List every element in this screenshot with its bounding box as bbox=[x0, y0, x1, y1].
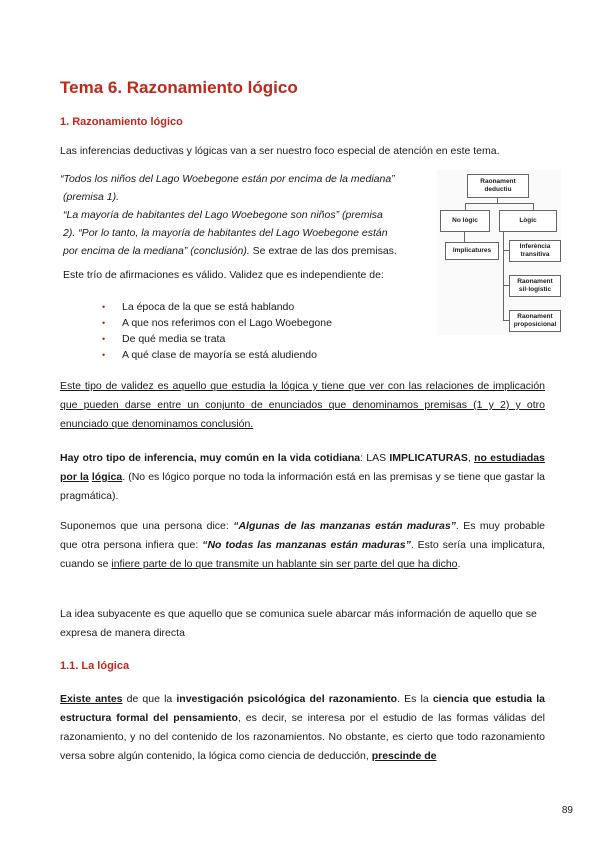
diagram-node-propositional: Raonament proposicional bbox=[509, 310, 561, 332]
section-heading: 1. Razonamiento lógico bbox=[60, 116, 183, 128]
idea-paragraph: La idea subyacente es que aquello que se comunica suele abarcar más información de aquello que se expresa de manera directa bbox=[60, 608, 537, 639]
bullet-icon: • bbox=[102, 334, 106, 344]
validity-lead: Este trío de afirmaciones es válido. Validez que es independiente de: bbox=[63, 269, 384, 281]
list-item: • De qué media se trata bbox=[102, 333, 226, 345]
quote-conclusion-note: Se extrae de las dos premisas. bbox=[249, 245, 397, 257]
list-item: • La época de la que se está hablando bbox=[102, 301, 295, 313]
quote-premise-1: “Todos los niños del Lago Woebegone están por encima de la mediana” bbox=[60, 173, 395, 185]
diagram-node-transitive: Inferència transitiva bbox=[509, 240, 561, 262]
validity-definition: Este tipo de validez es aquello que estudia la lógica y tiene que ver con las relaciones de implicación que pueden darse entre un conjunto de enunciados que denominamos premisas (1 y 2) y otro enunciado que denominamos conclusión. bbox=[60, 380, 545, 430]
intro-paragraph: Las inferencias deductivas y lógicas van a ser nuestro foco especial de atención en este tema. bbox=[60, 145, 500, 157]
bullet-icon: • bbox=[102, 318, 106, 328]
quote-conclusion-b: por encima de la mediana” (conclusión). bbox=[63, 245, 250, 257]
reasoning-diagram bbox=[437, 170, 561, 335]
bullet-icon: • bbox=[102, 302, 106, 312]
quote-conclusion-a: “Por lo tanto, la mayoría de habitantes del Lago Woebegone están bbox=[78, 227, 388, 239]
quote-premise-2: “La mayoría de habitantes del Lago Woebegone son niños” (premisa bbox=[63, 209, 383, 221]
list-item: • A qué clase de mayoría se está aludiendo bbox=[102, 349, 317, 361]
example-quotes bbox=[60, 170, 432, 260]
quote-premise-1-tag: (premisa 1). bbox=[63, 191, 120, 203]
diagram-node-non-logical: No lògic bbox=[440, 210, 490, 232]
page-number: 89 bbox=[561, 805, 573, 816]
logic-paragraph: Existe antes de que la investigación psicológica del razonamiento. Es la ciencia que estudia la estructura formal del pensamiento, es decir, se interesa por el estudio de las formas válidas del razonamiento, y no del contenido de los razonamientos. No obstante, es cierto que todo razonamiento versa sobre algún contenido, la lógica como ciencia de deducción, prescinde de bbox=[60, 693, 545, 762]
page-title: Tema 6. Razonamiento lógico bbox=[60, 78, 298, 97]
independence-list bbox=[102, 299, 332, 363]
diagram-node-syllogistic: Raonament sil·logístic bbox=[509, 275, 561, 297]
bullet-icon: • bbox=[102, 350, 106, 360]
diagram-node-logical: Lògic bbox=[499, 210, 557, 232]
implicature-paragraph: Hay otro tipo de inferencia, muy común en la vida cotidiana: LAS IMPLICATURAS, no estudiadas por la lógica. (No es lógico porque no toda la información está en las premisas y se tiene que gastar la pragmática). bbox=[60, 452, 545, 502]
example-paragraph: Suponemos que una persona dice: “Algunas de las manzanas están maduras”. Es muy probable que otra persona infiera que: “No todas las manzanas están maduras”. Esto sería una implicatura, cuando se infiere parte de lo que transmite un hablante sin ser parte del que ha dicho. bbox=[60, 520, 545, 570]
list-item: • A que nos referimos con el Lago Woebegone bbox=[102, 317, 332, 329]
subsection-heading: 1.1. La lógica bbox=[60, 660, 130, 672]
diagram-root-node: Raonament deductiu bbox=[467, 174, 529, 198]
quote-premise-2-tag: 2). bbox=[63, 227, 76, 239]
diagram-node-implicatures: Implicatures bbox=[445, 242, 499, 260]
